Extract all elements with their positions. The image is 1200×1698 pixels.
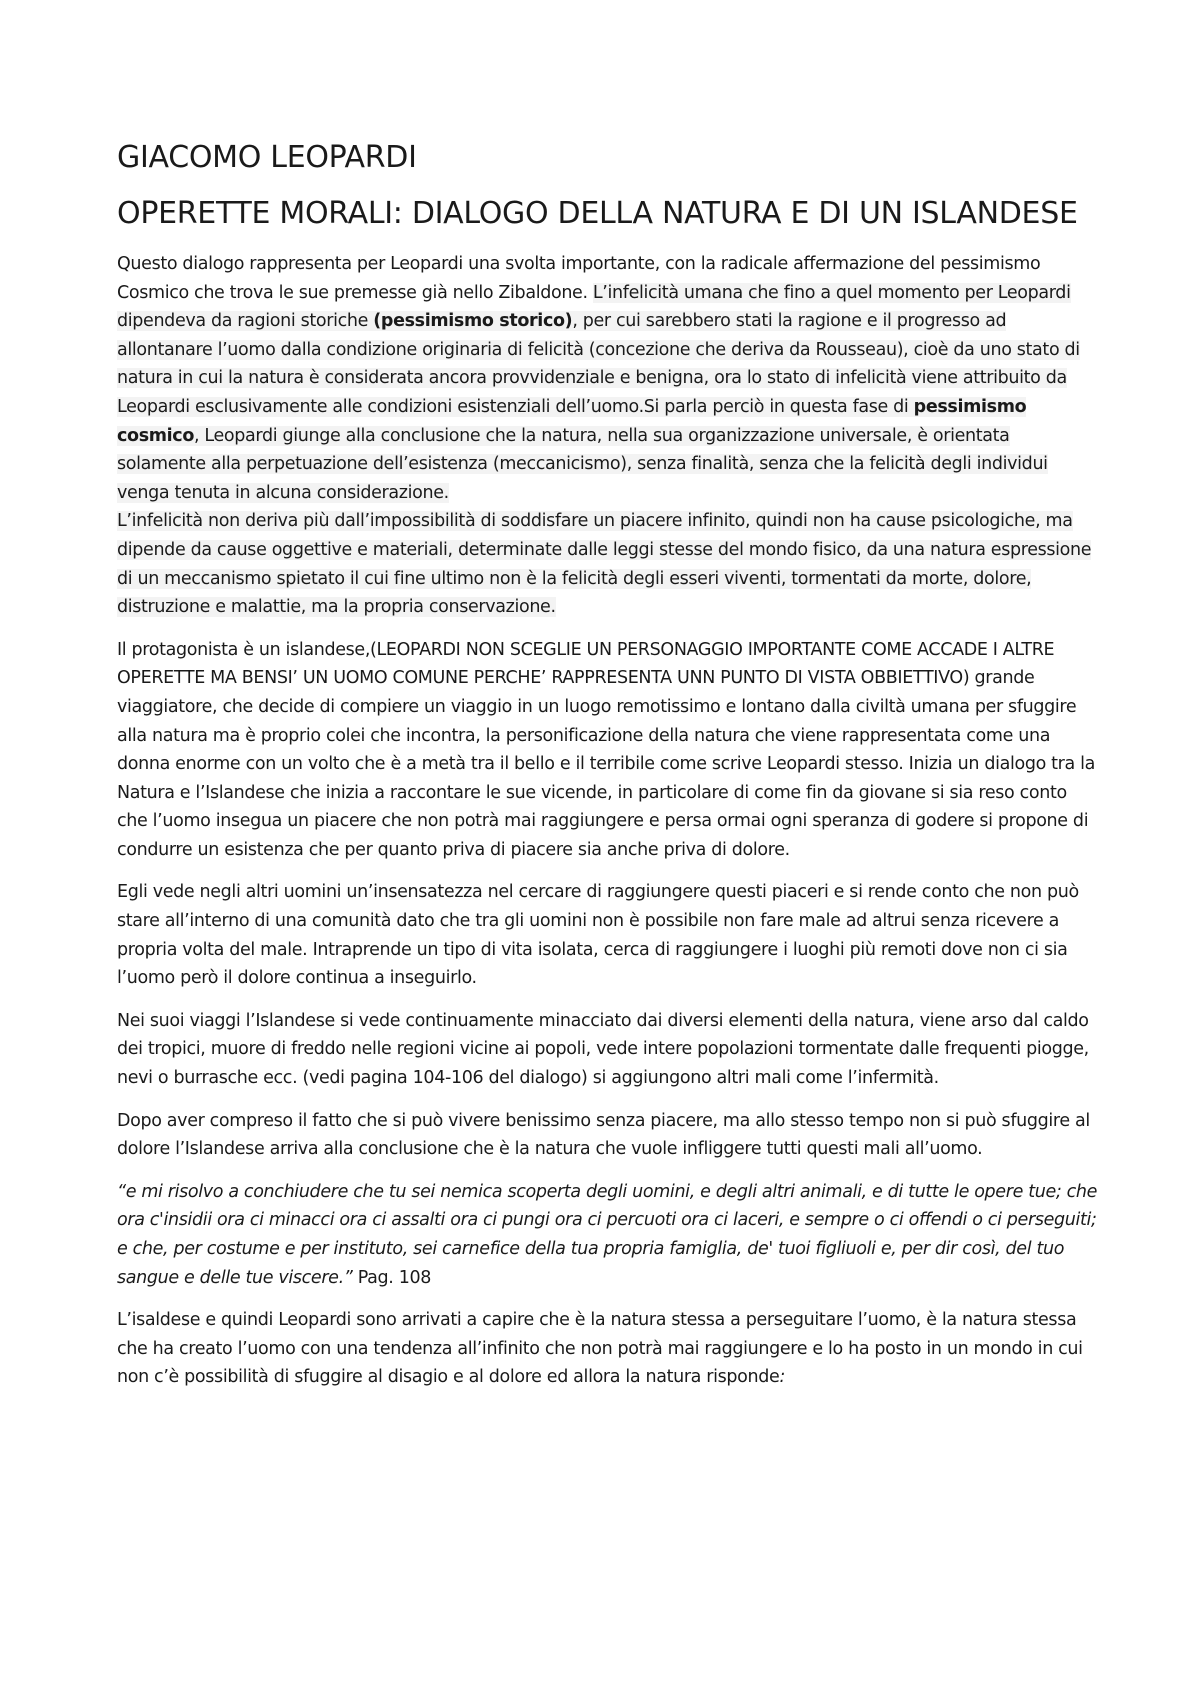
paragraph-intro-text-a: Questo dialogo rappresenta per Leopardi una svolta importante, con la radicale affermazione del pessimismo Cosmico che trova le sue premesse già nello Zibaldone. bbox=[117, 254, 1041, 303]
paragraph-intro-text-c: , per cui sarebbero stati la ragione e il progresso ad allontanare l’uomo dalla condizione originaria di felicità (concezione che deriva da Rousseau), cioè da uno stato di natura in cui la natura è considerata ancora provvidenziale e benigna, ora lo stato di infelicità viene attribuito da Leopardi esclusivamente alle condizioni esistenziali dell’uomo.Si parla perciò in questa fase di bbox=[117, 311, 1080, 417]
document-title: GIACOMO LEOPARDI bbox=[117, 140, 417, 175]
paragraph-intro-text-b: L’infelicità umana che fino a quel momento per Leopardi dipendeva da ragioni storiche bbox=[117, 282, 1071, 332]
highlighted-passage-2: L’infelicità non deriva più dall’impossibilità di soddisfare un piacere infinito, quindi non ha cause psicologiche, ma dipende da cause oggettive e materiali, determinate dalle leggi stesse del mondo fisico, da una natura espressione di un meccanismo spietato il cui fine ultimo non è la felicità degli esseri viventi, tormentati da morte, dolore, distruzione e malattie, ma la propria conservazione. bbox=[117, 511, 1092, 618]
paragraph-intro bbox=[117, 250, 1102, 507]
document-page bbox=[117, 138, 1102, 1406]
quote-close: .” bbox=[338, 1267, 358, 1288]
paragraph-protagonista: Il protagonista è un islandese,(LEOPARDI NON SCEGLIE UN PERSONAGGIO IMPORTANTE COME ACCADE I ALTRE OPERETTE MA BENSI’ UN UOMO COMUNE PERCHE’ RAPPRESENTA UNN PUNTO DI VISTA OBBIETTIVO) grande viaggiatore, che decide di compiere un viaggio in un luogo remotissimo e lontano dalla civiltà umana per sfuggire alla natura ma è proprio colei che incontra, la personificazione della natura che viene rappresentata come una donna enorme con un volto che è a metà tra il bello e il terribile come scrive Leopardi stesso. Inizia un dialogo tra la Natura e l’Islandese che inizia a raccontare le sue vicende, in particolare di come fin da giovane si sia reso conto che l’uomo insegua un piacere che non potrà mai raggiungere e persa ormai ogni speranza di godere si propone di condurre un esistenza che per quanto priva di piacere sia anche priva di dolore. bbox=[117, 639, 1095, 860]
quote-page-ref: Pag. 108 bbox=[357, 1267, 432, 1288]
document-subtitle: OPERETTE MORALI: DIALOGO DELLA NATURA E DI UN ISLANDESE bbox=[117, 196, 1078, 231]
paragraph-viaggi: Nei suoi viaggi l’Islandese si vede continuamente minacciato dai diversi elementi della natura, viene arso dal caldo dei tropici, muore di freddo nelle regioni vicine ai popoli, vede intere popolazioni tormentate dalle frequenti piogge, nevi o burrasche ecc. (vedi pagina 104-106 del dialogo) si aggiungono altri mali come l’infermità. bbox=[117, 1010, 1089, 1089]
paragraph-uomini: Egli vede negli altri uomini un’insensatezza nel cercare di raggiungere questi piaceri e si rende conto che non può stare all’interno di una comunità dato che tra gli uomini non è possibile non fare male ad altrui senza ricevere a propria volta del male. Intraprende un tipo di vita isolata, cerca di raggiungere i luoghi più remoti dove non ci sia l’uomo però il dolore continua a inseguirlo. bbox=[117, 882, 1079, 989]
paragraph-infelicita bbox=[117, 507, 1102, 621]
paragraph-colon: : bbox=[779, 1367, 785, 1388]
highlighted-passage bbox=[117, 283, 1080, 503]
paragraph-intro-text-d: , Leopardi giunge alla conclusione che la natura, nella sua organizzazione universale, è orientata solamente alla perpetuazione dell’esistenza (meccanicismo), senza finalità, senza che la felicità degli individui venga tenuta in alcuna considerazione. bbox=[117, 425, 1048, 503]
quote-block bbox=[117, 1178, 1102, 1292]
term-pessimismo-storico: (pessimismo storico) bbox=[373, 311, 573, 332]
quote-text: “e mi risolvo a conchiudere che tu sei nemica scoperta degli uomini, e degli altri animali, e di tutte le opere tue; che ora c'insidii ora ci minacci ora ci assalti ora ci pungi ora ci percuoti ora ci laceri, e sempre o ci offendi o ci perseguiti; e che, per costume e per instituto, sei carnefice della tua propria famiglia, de' tuoi figliuoli e, per dir così, del tuo sangue e delle tue viscere bbox=[117, 1181, 1098, 1288]
paragraph-natura-risponde bbox=[117, 1306, 1102, 1392]
paragraph-natura-risponde-text: L’isaldese e quindi Leopardi sono arrivati a capire che è la natura stessa a perseguitare l’uomo, è la natura stessa che ha creato l’uomo con una tendenza all’infinito che non potrà mai raggiungere e lo ha posto in un mondo in cui non c’è possibilità di sfuggire al disagio e al dolore ed allora la natura risponde bbox=[117, 1310, 1083, 1388]
paragraph-conclusione: Dopo aver compreso il fatto che si può vivere benissimo senza piacere, ma allo stesso tempo non si può sfuggire al dolore l’Islandese arriva alla conclusione che è la natura che vuole infliggere tutti questi mali all’uomo. bbox=[117, 1110, 1090, 1160]
term-pessimismo-cosmico: pessimismo cosmico bbox=[117, 396, 1027, 446]
